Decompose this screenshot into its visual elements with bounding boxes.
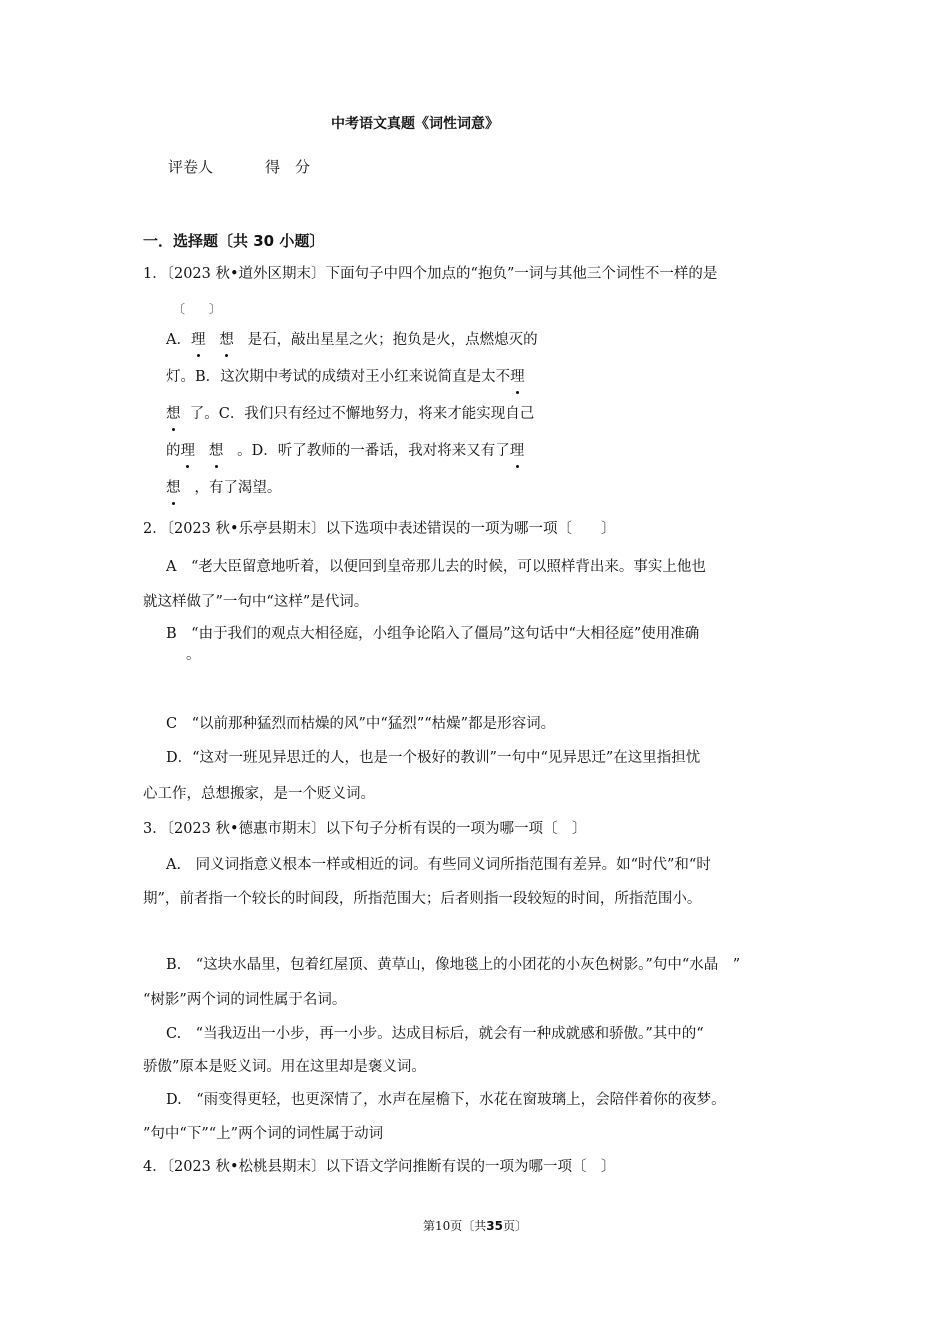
question-1-option-c: 想 了。C．我们只有经过不懈地努力，将来才能实现自己 bbox=[166, 406, 535, 422]
question-3-option-a-cont: 期”，前者指一个较长的时间段，所指范围大；后者则指一段较短的时间，所指范围小。 bbox=[143, 891, 702, 907]
page-footer: 第10页〔共35页〕 bbox=[423, 1219, 527, 1233]
question-1-option-b: 灯。B．这次期中考试的成绩对王小红来说简直是太不理 bbox=[166, 369, 525, 385]
question-2-stem: 2．〔2023 秋•乐亭县期末〕以下选项中表述错误的一项为哪一项〔 〕 bbox=[143, 521, 616, 537]
question-2-option-b-cont: 。 bbox=[186, 647, 201, 663]
dotted-char: 理 bbox=[190, 332, 206, 348]
question-1-option-a: A．理 想 是石，敲出星星之火；抱负是火，点燃熄灭的 bbox=[166, 332, 538, 348]
dotted-char: 理 bbox=[510, 369, 525, 385]
question-1-answer-paren: 〔 〕 bbox=[173, 302, 222, 316]
question-2-option-a-cont: 就这样做了”一句中“这样”是代词。 bbox=[143, 594, 369, 610]
page-title: 中考语文真题《词性词意》 bbox=[331, 116, 499, 132]
question-3-option-a: A. 同义词指意义根本一样或相近的词。有些同义词所指范围有差异。如“时代”和“时 bbox=[166, 857, 711, 873]
question-3-option-c: C. “当我迈出一小步，再一小步。达成目标后，就会有一种成就感和骄傲。”其中的“ bbox=[166, 1026, 704, 1042]
question-3-option-b-cont: “树影”两个词的词性属于名词。 bbox=[143, 992, 347, 1008]
dotted-char: 理 bbox=[180, 443, 195, 459]
question-3-stem: 3．〔2023 秋•德惠市期末〕以下句子分析有误的一项为哪一项〔 〕 bbox=[143, 821, 587, 837]
total-pages: 35 bbox=[486, 1219, 503, 1233]
question-1-stem: 1．〔2023 秋•道外区期末〕下面句子中四个加点的“抱负”一词与其他三个词性不一样的是 bbox=[143, 266, 718, 282]
question-3-option-d-cont: ”句中“下”“上”两个词的词性属于动词 bbox=[143, 1126, 384, 1142]
dotted-char: 想 bbox=[166, 480, 181, 496]
question-2-option-d: D．“这对一班见异思迁的人，也是一个极好的教训”一句中“见异思迁”在这里指担忧 bbox=[166, 750, 701, 766]
question-4-stem: 4．〔2023 秋•松桃县期末〕以下语文学问推断有误的一项为哪一项〔 〕 bbox=[143, 1159, 616, 1175]
question-2-option-a: A “老大臣留意地听着，以便回到皇帝那儿去的时候，可以照样背出来。事实上他也 bbox=[166, 559, 706, 575]
dotted-char: 想 bbox=[166, 406, 181, 422]
question-2-option-b: B “由于我们的观点大相径庭，小组争论陷入了僵局”这句话中“大相径庭”使用准确 bbox=[166, 626, 700, 642]
section-heading: 一．选择题〔共 30 小题〕 bbox=[143, 232, 325, 250]
score-label: 得 分 bbox=[265, 158, 311, 176]
grader-label: 评卷人 bbox=[168, 158, 214, 176]
dotted-char: 理 bbox=[509, 443, 525, 459]
dotted-char: 想 bbox=[219, 332, 234, 348]
question-1-option-d-end: 想 ，有了渴望。 bbox=[166, 480, 282, 496]
question-2-option-c: C “以前那种猛烈而枯燥的风”中“猛烈”“枯燥”都是形容词。 bbox=[166, 716, 556, 732]
dotted-char: 想 bbox=[208, 443, 224, 459]
question-2-option-d-cont: 心工作，总想搬家，是一个贬义词。 bbox=[143, 786, 375, 802]
question-3-option-d: D. “雨变得更轻，也更深情了，水声在屋檐下，水花在窗玻璃上，会陪伴着你的夜梦。 bbox=[166, 1092, 726, 1108]
question-1-option-d: 的理 想 。D．听了教师的一番话，我对将来又有了理 bbox=[166, 443, 525, 459]
question-3-option-b: B. “这块水晶里，包着红屋顶、黄草山，像地毯上的小团花的小灰色树影。”句中“水晶 ” bbox=[166, 957, 741, 973]
question-3-option-c-cont: 骄傲”原本是贬义词。用在这里却是褒义词。 bbox=[143, 1059, 426, 1075]
